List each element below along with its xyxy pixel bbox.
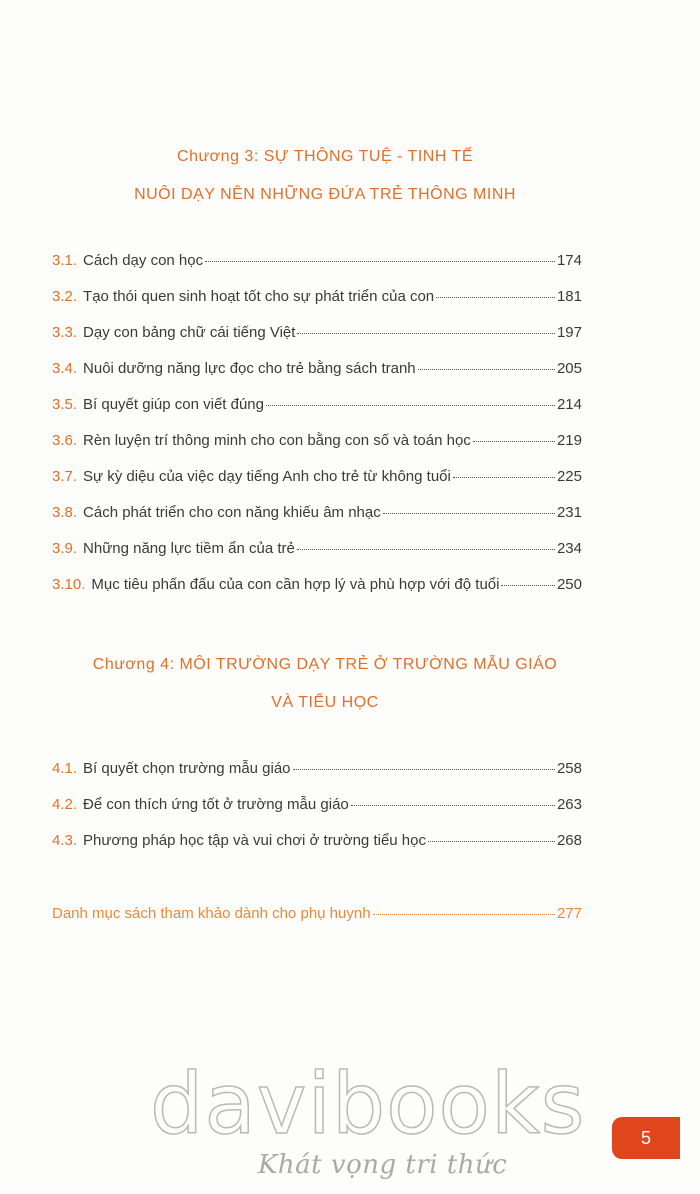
- chapter3-heading-line1: Chương 3: SỰ THÔNG TUỆ - TINH TẾ: [177, 148, 473, 165]
- toc-entry[interactable]: [52, 396, 582, 432]
- toc-entry-number: 3.4.: [52, 360, 78, 377]
- toc-entry-title: Tạo thói quen sinh hoạt tốt cho sự phát triển của con: [83, 288, 435, 305]
- toc-entry[interactable]: [52, 252, 582, 288]
- toc-entry[interactable]: [52, 760, 582, 796]
- toc-entry-title: Bí quyết giúp con viết đúng: [83, 396, 264, 413]
- toc-entry[interactable]: [52, 504, 582, 540]
- toc-entry-title: Phương pháp học tập và vui chơi ở trường tiểu học: [83, 832, 426, 849]
- toc-entry-number: 3.9.: [52, 540, 78, 557]
- bibliography-page: 277: [556, 905, 582, 922]
- chapter4-toc-list: [52, 760, 582, 868]
- toc-entry-page: 231: [556, 504, 582, 521]
- toc-entry-number: 3.5.: [52, 396, 78, 413]
- publisher-tagline: Khát vọng tri thức: [258, 1150, 508, 1180]
- dot-leader: [297, 333, 555, 334]
- toc-entry-title: Những năng lực tiềm ẩn của trẻ: [83, 540, 295, 557]
- publisher-logo: davibooks: [150, 1055, 586, 1153]
- chapter3-toc-list: [52, 252, 582, 612]
- bibliography-entry[interactable]: [52, 905, 582, 941]
- dot-leader: [436, 297, 555, 298]
- bibliography-title: Danh mục sách tham khảo dành cho phụ huynh: [52, 905, 371, 922]
- chapter4-heading-line1: Chương 4: MÔI TRƯỜNG DẠY TRẺ Ở TRƯỜNG MẪU GIÁO: [92, 656, 558, 673]
- toc-entry-title: Cách dạy con học: [83, 252, 204, 269]
- dot-leader: [297, 549, 555, 550]
- toc-entry[interactable]: [52, 540, 582, 576]
- toc-entry[interactable]: [52, 288, 582, 324]
- toc-entry-title: Dạy con bảng chữ cái tiếng Việt: [83, 324, 296, 341]
- toc-entry-number: 3.8.: [52, 504, 78, 521]
- toc-entry[interactable]: [52, 360, 582, 396]
- toc-entry[interactable]: [52, 576, 582, 612]
- toc-entry-number: 3.1.: [52, 252, 78, 269]
- toc-entry-title: Nuôi dưỡng năng lực đọc cho trẻ bằng sách tranh: [83, 360, 416, 377]
- toc-entry-page: 225: [556, 468, 582, 485]
- toc-entry-number: 3.6.: [52, 432, 78, 449]
- toc-entry-page: 181: [556, 288, 582, 305]
- toc-entry-page: 263: [556, 796, 582, 813]
- bibliography-list: [52, 905, 582, 941]
- toc-entry[interactable]: [52, 324, 582, 360]
- dot-leader: [351, 805, 555, 806]
- dot-leader: [373, 914, 555, 915]
- toc-entry-page: 250: [556, 576, 582, 593]
- dot-leader: [293, 769, 555, 770]
- toc-entry-page: 214: [556, 396, 582, 413]
- toc-entry-number: 3.3.: [52, 324, 78, 341]
- toc-entry-number: 4.1.: [52, 760, 78, 777]
- toc-entry-title: Cách phát triển cho con năng khiếu âm nhạc: [83, 504, 381, 521]
- toc-entry-page: 205: [556, 360, 582, 377]
- toc-entry-number: 4.3.: [52, 832, 78, 849]
- toc-entry[interactable]: [52, 468, 582, 504]
- dot-leader: [205, 261, 555, 262]
- toc-entry-page: 219: [556, 432, 582, 449]
- dot-leader: [383, 513, 555, 514]
- toc-entry-title: Sự kỳ diệu của việc dạy tiếng Anh cho trẻ từ không tuổi: [83, 468, 451, 485]
- toc-entry-title: Rèn luyện trí thông minh cho con bằng con số và toán học: [83, 432, 471, 449]
- dot-leader: [473, 441, 555, 442]
- dot-leader: [501, 585, 554, 586]
- toc-entry-title: Để con thích ứng tốt ở trường mẫu giáo: [83, 796, 349, 813]
- toc-entry-page: 197: [556, 324, 582, 341]
- chapter4-heading-line2: VÀ TIỂU HỌC: [271, 694, 379, 711]
- toc-entry-number: 3.7.: [52, 468, 78, 485]
- toc-entry-title: Mục tiêu phấn đấu của con cần hợp lý và phù hợp với độ tuổi: [91, 576, 500, 593]
- toc-entry[interactable]: [52, 796, 582, 832]
- dot-leader: [418, 369, 555, 370]
- toc-entry-title: Bí quyết chọn trường mẫu giáo: [83, 760, 291, 777]
- toc-entry[interactable]: [52, 832, 582, 868]
- toc-entry-page: 234: [556, 540, 582, 557]
- toc-entry-number: 3.2.: [52, 288, 78, 305]
- page-number-badge: 5: [612, 1117, 680, 1159]
- dot-leader: [428, 841, 555, 842]
- toc-entry[interactable]: [52, 432, 582, 468]
- toc-entry-page: 268: [556, 832, 582, 849]
- dot-leader: [266, 405, 555, 406]
- toc-entry-page: 258: [556, 760, 582, 777]
- chapter3-heading-line2: NUÔI DẠY NÊN NHỮNG ĐỨA TRẺ THÔNG MINH: [134, 186, 516, 203]
- toc-entry-number: 3.10.: [52, 576, 86, 593]
- dot-leader: [453, 477, 555, 478]
- toc-entry-page: 174: [556, 252, 582, 269]
- toc-entry-number: 4.2.: [52, 796, 78, 813]
